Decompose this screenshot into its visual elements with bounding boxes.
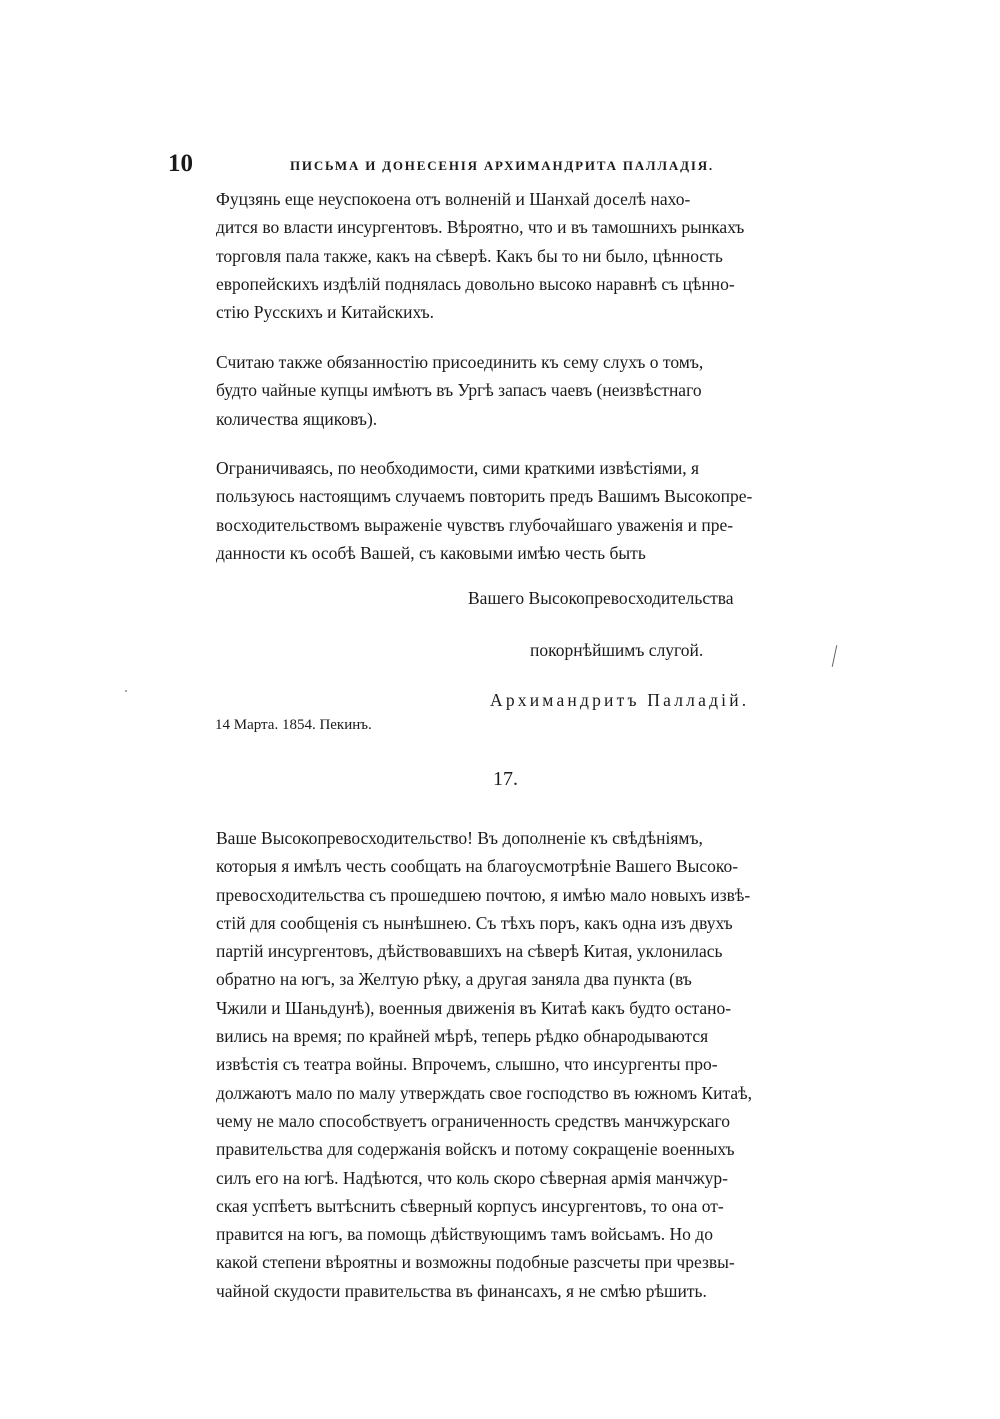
date-place: 14 Марта. 1854. Пекинъ. bbox=[215, 717, 372, 733]
text-line: обратно на югъ, за Желтую рѣку, а другая заняла два пункта (въ bbox=[216, 969, 692, 990]
paragraph-3 bbox=[168, 454, 848, 567]
text-line: Считаю также обязанностію присоединить къ сему слухъ о томъ, bbox=[216, 352, 704, 372]
scan-mark bbox=[832, 645, 838, 667]
paragraph-2 bbox=[168, 348, 848, 433]
text-line: извѣстія съ театра войны. Впрочемъ, слышно, что инсургенты про- bbox=[216, 1054, 718, 1075]
text-line: должаютъ мало по малу утверждать свое господство въ южномъ Китаѣ, bbox=[216, 1082, 752, 1103]
text-line: превосходительства съ прошедшею почтою, я имѣю мало новыхъ извѣ- bbox=[216, 884, 751, 905]
letter-body bbox=[168, 824, 848, 1305]
text-line: партій инсургентовъ, дѣйствовавшихъ на сѣверѣ Китая, уклонилась bbox=[216, 941, 723, 962]
text-line: чайной скудости правительства въ финансахъ, я не смѣю рѣшить. bbox=[216, 1280, 707, 1301]
text-line: ская успѣетъ вытѣснить сѣверный корпусъ инсургентовъ, то она от- bbox=[216, 1195, 724, 1216]
text-line: данности къ особѣ Вашей, съ каковыми имѣю честь быть bbox=[216, 542, 646, 563]
text-line: стію Русскихъ и Китайскихъ. bbox=[216, 302, 435, 323]
text-line: европейскихъ издѣлій поднялась довольно высоко наравнѣ съ цѣнно- bbox=[216, 273, 735, 294]
text-line: которыя я имѣлъ честь сообщать на благоусмотрѣніе Вашего Высоко- bbox=[216, 856, 739, 877]
scan-speck bbox=[125, 690, 127, 692]
page-header bbox=[168, 150, 848, 180]
paragraph-1 bbox=[168, 185, 848, 326]
text-line: Фуцзянь еще неуспокоена отъ волненій и Шанхай доселѣ нахо- bbox=[216, 189, 691, 209]
text-line: торговля пала также, какъ на сѣверѣ. Какъ бы то ни было, цѣнность bbox=[216, 245, 723, 266]
text-line: восходительствомъ выраженіе чувствъ глубочайшаго уваженія и пре- bbox=[216, 514, 734, 535]
text-line: чему не мало способствуетъ ограниченность средствъ манчжурскаго bbox=[216, 1110, 730, 1131]
text-line: стій для сообщенія съ нынѣшнею. Съ тѣхъ поръ, какъ одна изъ двухъ bbox=[216, 912, 733, 933]
text-line: Ограничиваясь, по необходимости, сими краткими извѣстіями, я bbox=[216, 458, 700, 478]
signature-name: Архимандритъ Палладій. bbox=[490, 690, 750, 710]
text-line: правится на югъ, ва помощь дѣйствующимъ тамъ войсьамъ. Но до bbox=[216, 1224, 713, 1245]
text-line: правительства для содержанія войскъ и потому сокращеніе военныхъ bbox=[216, 1139, 735, 1160]
text-line: вились на время; по крайней мѣрѣ, теперь рѣдко обнародываются bbox=[216, 1026, 709, 1047]
text-line: силъ его на югѣ. Надѣются, что коль скоро сѣверная армія манчжур- bbox=[216, 1167, 729, 1188]
signature-line-2: покорнѣйшимъ слугой. bbox=[530, 640, 704, 660]
text-line: будто чайные купцы имѣютъ въ Ургѣ запасъ чаевъ (неизвѣстнаго bbox=[216, 380, 702, 401]
letter-number: 17. bbox=[493, 768, 518, 790]
running-title: ПИСЬМА И ДОНЕСЕНІЯ АРХИМАНДРИТА ПАЛЛАДІЯ. bbox=[290, 158, 714, 173]
signature-line-1: Вашего Высокопревосходительства bbox=[468, 588, 734, 608]
page-number: 10 bbox=[168, 150, 193, 177]
text-line: Ваше Высокопревосходительство! Въ дополненіе къ свѣдѣніямъ, bbox=[216, 828, 703, 848]
text-line: какой степени вѣроятны и возможны подобные разсчеты при чрезвы- bbox=[216, 1252, 735, 1273]
text-line: количества ящиковъ). bbox=[216, 408, 378, 429]
text-line: пользуюсь настоящимъ случаемъ повторить предъ Вашимъ Высокопре- bbox=[216, 486, 753, 507]
text-line: Чжили и Шаньдунѣ), военныя движенія въ Китаѣ какъ будто остано- bbox=[216, 997, 732, 1018]
text-line: дится во власти инсургентовъ. Вѣроятно, что и въ тамошнихъ рынкахъ bbox=[216, 217, 745, 238]
